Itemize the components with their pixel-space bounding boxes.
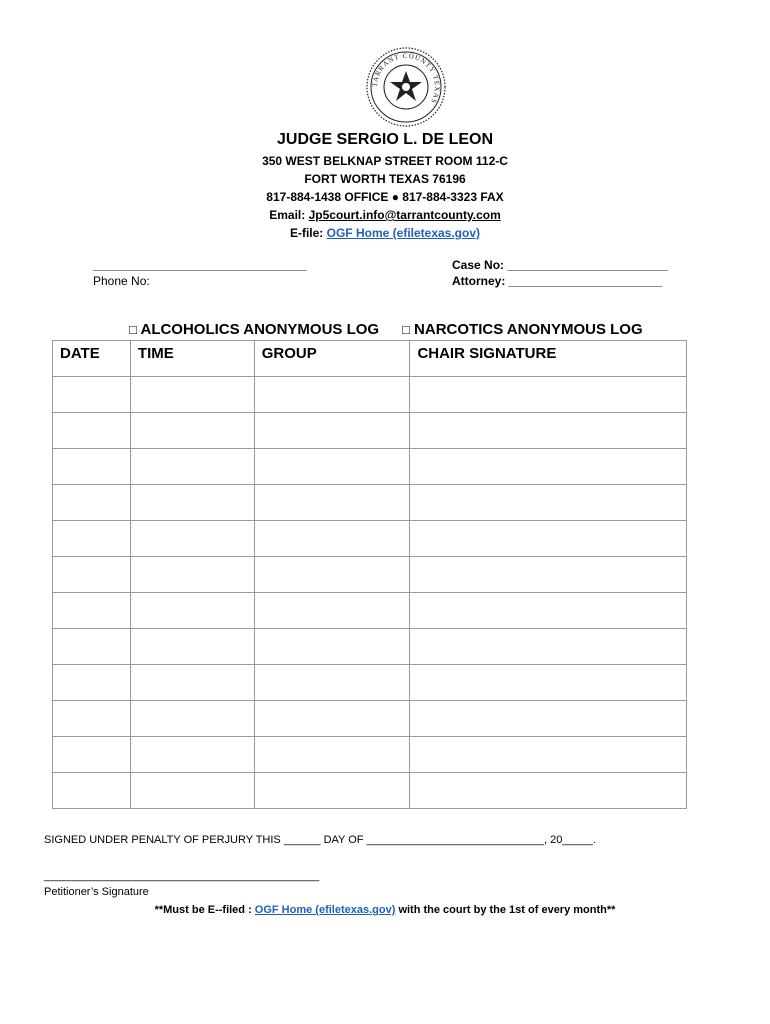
county-seal-logo [365, 46, 447, 128]
table-row [53, 593, 687, 629]
group-cell[interactable] [254, 737, 410, 773]
na-option[interactable] [402, 321, 643, 338]
date-cell[interactable] [53, 593, 131, 629]
time-cell[interactable] [130, 521, 254, 557]
chair-signature-cell[interactable] [410, 377, 687, 413]
group-cell[interactable] [254, 773, 410, 809]
attorney-field[interactable]: Attorney: _______________________ [452, 274, 663, 288]
time-cell[interactable] [130, 485, 254, 521]
date-cell[interactable] [53, 413, 131, 449]
time-cell[interactable] [130, 449, 254, 485]
table-row [53, 737, 687, 773]
time-cell[interactable] [130, 701, 254, 737]
chair-signature-cell[interactable] [410, 629, 687, 665]
header-date: DATE [53, 341, 131, 377]
chair-signature-cell[interactable] [410, 737, 687, 773]
judge-name: JUDGE SERGIO L. DE LEON [276, 131, 494, 148]
phone-label: Phone No: [93, 274, 150, 288]
chair-signature-cell[interactable] [410, 449, 687, 485]
header-chair-signature: CHAIR SIGNATURE [410, 341, 687, 377]
group-cell[interactable] [254, 701, 410, 737]
time-cell[interactable] [130, 377, 254, 413]
table-row [53, 557, 687, 593]
header-time: TIME [130, 341, 254, 377]
chair-signature-cell[interactable] [410, 413, 687, 449]
phone-fax-line: 817-884-1438 OFFICE ● 817-884-3323 FAX [266, 190, 504, 204]
chair-signature-cell[interactable] [410, 773, 687, 809]
efile-label: E-file: [289, 226, 327, 240]
note-prefix: **Must be E--filed : [154, 904, 255, 916]
note-suffix: with the court by the 1st of every month** [395, 904, 616, 916]
group-cell[interactable] [254, 449, 410, 485]
case-number-field[interactable]: Case No: ________________________ [452, 258, 668, 272]
signature-line[interactable]: _____________________________________________ [44, 870, 320, 882]
svg-text:TARRANT COUNTY TEXAS: TARRANT COUNTY TEXAS [370, 51, 442, 106]
date-cell[interactable] [53, 485, 131, 521]
table-row [53, 701, 687, 737]
time-cell[interactable] [130, 629, 254, 665]
date-cell[interactable] [53, 557, 131, 593]
address-line-2: FORT WORTH TEXAS 76196 [304, 172, 466, 186]
table-row [53, 521, 687, 557]
efile-link[interactable]: OGF Home (efiletexas.gov) [326, 226, 481, 240]
time-cell[interactable] [130, 665, 254, 701]
log-table [52, 340, 687, 809]
note-efile-link[interactable]: OGF Home (efiletexas.gov) [254, 904, 396, 916]
table-row [53, 377, 687, 413]
chair-signature-cell[interactable] [410, 665, 687, 701]
aa-checkbox-icon[interactable]: □ [129, 322, 137, 337]
table-row [53, 629, 687, 665]
efile-line [0, 224, 770, 242]
email-label: Email: [269, 208, 309, 222]
header-group: GROUP [254, 341, 410, 377]
date-cell[interactable] [53, 701, 131, 737]
group-cell[interactable] [254, 629, 410, 665]
group-cell[interactable] [254, 485, 410, 521]
date-cell[interactable] [53, 449, 131, 485]
table-header-row [53, 341, 687, 377]
group-cell[interactable] [254, 665, 410, 701]
group-cell[interactable] [254, 377, 410, 413]
group-cell[interactable] [254, 521, 410, 557]
table-row [53, 485, 687, 521]
table-row [53, 413, 687, 449]
na-checkbox-icon[interactable]: □ [402, 322, 410, 337]
time-cell[interactable] [130, 557, 254, 593]
date-cell[interactable] [53, 521, 131, 557]
chair-signature-cell[interactable] [410, 521, 687, 557]
perjury-statement: SIGNED UNDER PENALTY OF PERJURY THIS ______ DAY OF _____________________________, 20_____. [44, 834, 596, 846]
chair-signature-cell[interactable] [410, 557, 687, 593]
time-cell[interactable] [130, 593, 254, 629]
aa-label: ALCOHOLICS ANONYMOUS LOG [140, 321, 380, 338]
group-cell[interactable] [254, 593, 410, 629]
aa-option[interactable] [129, 321, 379, 338]
group-cell[interactable] [254, 413, 410, 449]
email-line [0, 206, 770, 224]
time-cell[interactable] [130, 773, 254, 809]
date-cell[interactable] [53, 773, 131, 809]
date-cell[interactable] [53, 377, 131, 413]
chair-signature-cell[interactable] [410, 701, 687, 737]
group-cell[interactable] [254, 557, 410, 593]
efile-note [0, 904, 770, 916]
table-row [53, 773, 687, 809]
table-row [53, 665, 687, 701]
na-label: NARCOTICS ANONYMOUS LOG [414, 321, 643, 338]
date-cell[interactable] [53, 737, 131, 773]
time-cell[interactable] [130, 413, 254, 449]
date-cell[interactable] [53, 665, 131, 701]
name-line[interactable]: ________________________________ [93, 258, 307, 272]
signature-label: Petitioner’s Signature [44, 886, 149, 898]
log-table-body [53, 377, 687, 809]
chair-signature-cell[interactable] [410, 593, 687, 629]
time-cell[interactable] [130, 737, 254, 773]
date-cell[interactable] [53, 629, 131, 665]
table-row [53, 449, 687, 485]
chair-signature-cell[interactable] [410, 485, 687, 521]
address-line-1: 350 WEST BELKNAP STREET ROOM 112-C [262, 154, 508, 168]
email-link[interactable]: Jp5court.info@tarrantcounty.com [308, 208, 501, 222]
